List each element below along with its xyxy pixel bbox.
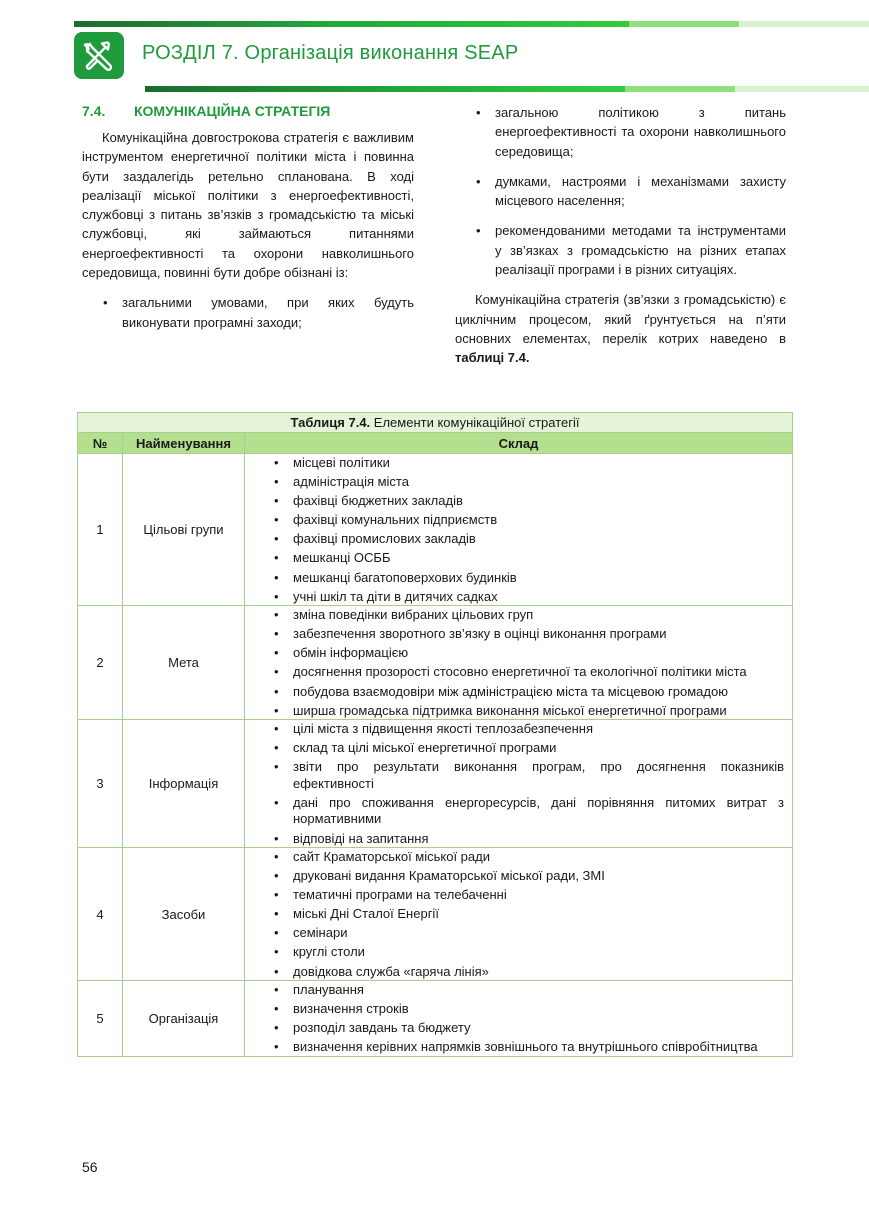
- list-item: • тематичні програми на телебаченні: [271, 887, 784, 904]
- row-number: 4: [78, 848, 123, 981]
- list-item: • планування: [271, 982, 784, 999]
- column-header-content: Склад: [245, 433, 793, 454]
- table-row: [78, 981, 793, 1057]
- table-row: [78, 720, 793, 848]
- table-caption-text: Елементи комунікаційної стратегії: [370, 415, 580, 430]
- list-item: • мешканці ОСББ: [271, 550, 784, 567]
- list-item: • забезпечення зворотного зв’язку в оцінці виконання програми: [271, 626, 784, 643]
- page-number: 56: [82, 1159, 98, 1175]
- table-caption: [78, 413, 793, 433]
- list-item: • міські Дні Сталої Енергії: [271, 906, 784, 923]
- list-item: • учні шкіл та діти в дитячих садках: [271, 589, 784, 606]
- row-item-list: [271, 607, 784, 719]
- row-items: [245, 720, 793, 848]
- table-caption-label: Таблиця 7.4.: [290, 415, 371, 430]
- list-item: • визначення строків: [271, 1001, 784, 1018]
- list-item: • семінари: [271, 925, 784, 942]
- row-name: Засоби: [123, 848, 245, 981]
- list-item: • розподіл завдань та бюджету: [271, 1020, 784, 1037]
- row-number: 3: [78, 720, 123, 848]
- row-number: 1: [78, 454, 123, 606]
- list-item: • побудова взаємодовіри між адміністрацією міста та місцевою громадою: [271, 684, 784, 701]
- list-item: • фахівці бюджетних закладів: [271, 493, 784, 510]
- row-name: Організація: [123, 981, 245, 1057]
- list-item: • склад та цілі міської енергетичної програми: [271, 740, 784, 757]
- row-item-list: [271, 455, 784, 605]
- list-item: • рекомендованими методами та інструментами у зв’язках з громадськістю на різних етапах реалізації програми і в різних ситуаціях.: [455, 221, 786, 279]
- list-item: • відповіді на запитання: [271, 831, 784, 848]
- header-stripe-top-pale: [739, 21, 869, 27]
- cycle-paragraph: [455, 290, 786, 367]
- list-item: • звіти про результати виконання програм, про досягнення показників ефективності: [271, 759, 784, 792]
- list-item: • сайт Краматорської міської ради: [271, 849, 784, 866]
- header-stripe-bottom-light: [625, 86, 735, 92]
- right-column: [455, 103, 786, 368]
- list-item: • загальними умовами, при яких будуть виконувати програмні заходи;: [82, 293, 414, 332]
- row-items: [245, 981, 793, 1057]
- row-name: Інформація: [123, 720, 245, 848]
- header-stripe-bottom-pale: [735, 86, 869, 92]
- column-header-name: Найменування: [123, 433, 245, 454]
- list-item: • місцеві політики: [271, 455, 784, 472]
- table-header-row: [78, 433, 793, 454]
- list-item: • адміністрація міста: [271, 474, 784, 491]
- intro-paragraph: Комунікаційна довгострокова стратегія є важливим інструментом енергетичної політики міста і повинна бути заздалегідь ретельно спланована. В ході реалізації міської політики з енергоефективності, службовці з питань зв’язків з громадськістю та міські службовці, які займаються питаннями енергоефективності та охорони навколишнього середовища, повинні бути добре обізнані із:: [82, 130, 414, 281]
- header-stripe-top-light: [629, 21, 739, 27]
- header-stripe-bottom: [145, 86, 625, 92]
- list-item: • друковані видання Краматорської міської ради, ЗМІ: [271, 868, 784, 885]
- wrench-icon: [74, 32, 124, 79]
- row-items: [245, 848, 793, 981]
- section-number: 7.4.: [82, 103, 106, 119]
- left-column: [82, 128, 414, 332]
- list-item: • обмін інформацією: [271, 645, 784, 662]
- table-row: [78, 454, 793, 606]
- column-header-number: №: [78, 433, 123, 454]
- right-bullet-list: [455, 103, 786, 279]
- cycle-paragraph-text: Комунікаційна стратегія (зв’язки з громадськістю) є циклічним процесом, який ґрунтується на п’яти основних елементах, перелік котрих наведено в: [455, 292, 786, 346]
- list-item: • загальною політикою з питань енергоефективності та охорони навколишнього середовища;: [455, 103, 786, 161]
- row-item-list: [271, 849, 784, 980]
- list-item: • думками, настроями і механізмами захисту місцевого населення;: [455, 172, 786, 211]
- row-number: 2: [78, 606, 123, 720]
- table-reference: таблиці 7.4.: [455, 350, 530, 366]
- table-caption-row: [78, 413, 793, 433]
- list-item: • довідкова служба «гаряча лінія»: [271, 964, 784, 981]
- header-stripe-top: [74, 21, 629, 27]
- row-number: 5: [78, 981, 123, 1057]
- list-item: • фахівці промислових закладів: [271, 531, 784, 548]
- chapter-title: РОЗДІЛ 7. Організація виконання SEAP: [142, 42, 519, 64]
- table-row: [78, 848, 793, 981]
- left-bullet-list: [82, 293, 414, 332]
- list-item: • круглі столи: [271, 944, 784, 961]
- row-item-list: [271, 721, 784, 847]
- list-item: • дані про споживання енергоресурсів, дані порівняння питомих витрат з нормативними: [271, 795, 784, 828]
- table-body: [78, 454, 793, 1057]
- list-item: • ширша громадська підтримка виконання міської енергетичної програми: [271, 703, 784, 720]
- list-item: • зміна поведінки вибраних цільових груп: [271, 607, 784, 624]
- row-items: [245, 454, 793, 606]
- list-item: • визначення керівних напрямків зовнішнього та внутрішнього співробітництва: [271, 1039, 784, 1056]
- row-item-list: [271, 982, 784, 1056]
- row-name: Цільові групи: [123, 454, 245, 606]
- communication-strategy-table: [77, 412, 793, 1057]
- list-item: • цілі міста з підвищення якості теплозабезпечення: [271, 721, 784, 738]
- row-name: Мета: [123, 606, 245, 720]
- section-heading: [82, 103, 330, 119]
- table-row: [78, 606, 793, 720]
- section-title: КОМУНІКАЦІЙНА СТРАТЕГІЯ: [134, 103, 331, 119]
- list-item: • фахівці комунальних підприємств: [271, 512, 784, 529]
- list-item: • досягнення прозорості стосовно енергетичної та екологічної політики міста: [271, 664, 784, 681]
- list-item: • мешканці багатоповерхових будинків: [271, 570, 784, 587]
- row-items: [245, 606, 793, 720]
